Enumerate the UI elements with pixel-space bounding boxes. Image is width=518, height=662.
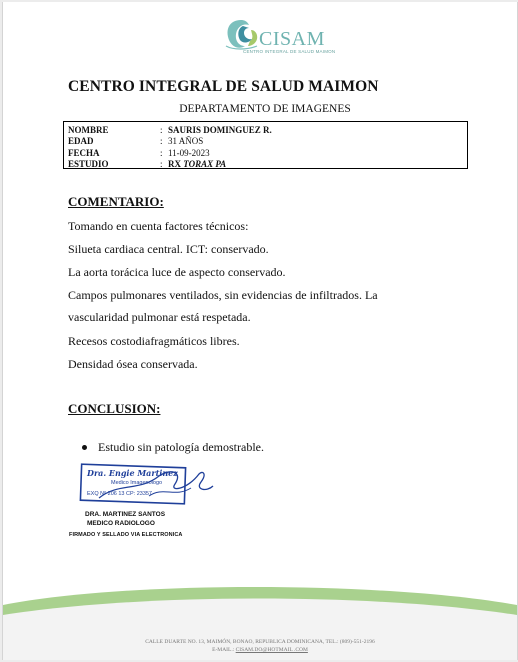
info-colon: : [160, 158, 163, 169]
info-label: EDAD [68, 136, 94, 147]
footer-email-label: E-MAIL.: [212, 647, 235, 653]
conclusion-heading: CONCLUSION: [68, 401, 161, 416]
department-title: DEPARTAMENTO DE IMAGENES [179, 103, 351, 115]
study-name: TORAX PA [183, 158, 227, 169]
info-label: ESTUDIO [68, 158, 109, 169]
study-type [168, 159, 226, 170]
signature-block [83, 510, 165, 528]
comment-line: Campos pulmonares ventilados, sin evidencias de infiltrados. La [68, 288, 378, 302]
info-colon: : [160, 136, 163, 147]
stamp-specialty: Medico Imagenologo [111, 480, 163, 486]
signature-role: MEDICO RADIOLOGO [87, 520, 155, 527]
conclusion-text: Estudio sin patología demostrable. [98, 440, 264, 454]
list-item [82, 440, 264, 455]
info-row-study [68, 159, 467, 170]
cisam-logo [221, 16, 336, 60]
info-label: NOMBRE [68, 125, 109, 135]
footer-email-line [3, 646, 517, 654]
info-row-date [68, 148, 467, 159]
study-date: 11-09-2023 [168, 147, 210, 158]
document-page [2, 2, 518, 660]
org-title: CENTRO INTEGRAL DE SALUD MAIMON [68, 78, 379, 95]
doctor-stamp [79, 462, 215, 506]
comment-line: Densidad ósea conservada. [68, 357, 198, 371]
footer-address: CALLE DUARTE NO. 13, MAIMÓN, BONAO, REPUBLICA DOMINICANA, TEL.: (809)-551-2196 [145, 639, 375, 645]
stamp-license: EXQ Nº 206 13 CP: 23357 [87, 491, 152, 497]
comment-line: Silueta cardiaca central. ICT: conservado. [68, 242, 269, 256]
logo-brand: CISAM [259, 28, 325, 50]
info-label: FECHA [68, 147, 100, 158]
signature-name: DRA. MARTINEZ SANTOS [85, 511, 166, 518]
footer-email-link[interactable]: CISAM.DO@HOTMAIL .COM [235, 647, 308, 653]
stamp-name: Dra. Engie Martinez [87, 468, 178, 478]
bullet-icon [82, 445, 87, 450]
comment-line: vascularidad pulmonar está respetada. [68, 310, 251, 324]
signature-note: FIRMADO Y SELLADO VIA ELECTRONICA [69, 532, 183, 538]
patient-info-box [63, 121, 468, 169]
comment-line: Tomando en cuenta factores técnicos: [68, 219, 249, 233]
info-colon: : [160, 147, 163, 158]
comment-line: Recesos costodiafragmáticos libres. [68, 334, 240, 348]
info-colon: : [160, 125, 163, 135]
info-row-age [68, 136, 467, 147]
comment-line: La aorta torácica luce de aspecto conservado. [68, 265, 286, 279]
study-prefix: RX [168, 158, 184, 169]
comment-heading: COMENTARIO: [68, 194, 164, 209]
patient-age: 31 AÑOS [168, 136, 204, 147]
info-row-name [68, 125, 467, 136]
footer [3, 638, 517, 654]
conclusion-list [82, 440, 264, 455]
patient-name: SAURIS DOMINGUEZ R. [168, 125, 272, 135]
logo-subtitle: CENTRO INTEGRAL DE SALUD MAIMON [243, 49, 336, 54]
